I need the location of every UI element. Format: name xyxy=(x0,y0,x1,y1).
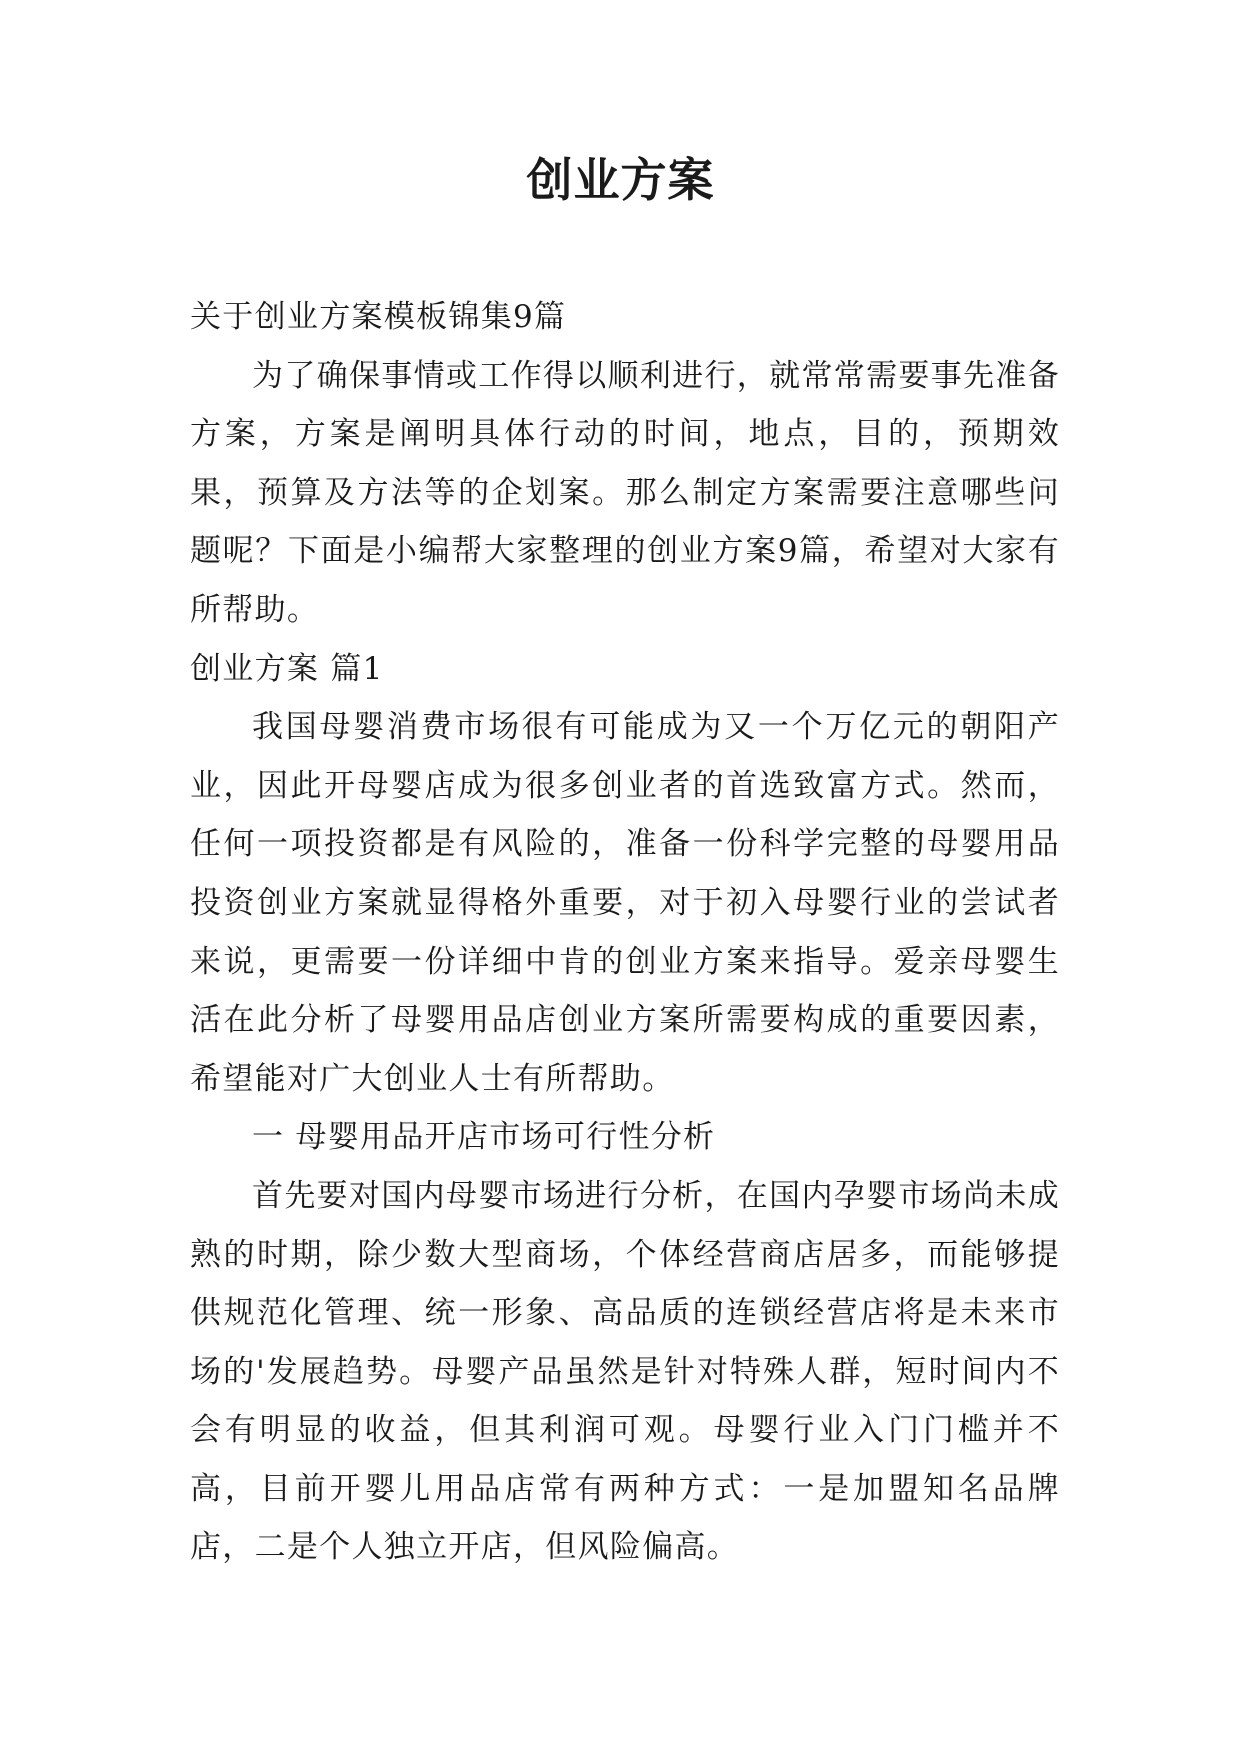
document-subtitle: 关于创业方案模板锦集9篇 xyxy=(190,299,567,335)
body-paragraph-2: 首先要对国内母婴市场进行分析，在国内孕婴市场尚未成熟的时期，除少数大型商场，个体经营商店居多，而能够提供规范化管理、统一形象、高品质的连锁经营店将是未来市场的'发展趋势。母婴产品虽然是针对特殊人群，短时间内不会有明显的收益，但其利润可观。母婴行业入门门槛并不高，目前开婴儿用品店常有两种方式：一是加盟知名品牌店，二是个人独立开店，但风险偏高。 xyxy=(190,1177,1060,1566)
body-paragraph-1: 我国母婴消费市场很有可能成为又一个万亿元的朝阳产业，因此开母婴店成为很多创业者的首选致富方式。然而，任何一项投资都是有风险的，准备一份科学完整的母婴用品投资创业方案就显得格外重要，对于初入母婴行业的尝试者来说，更需要一份详细中肯的创业方案来指导。爱亲母婴生活在此分析了母婴用品店创业方案所需要构成的重要因素，希望能对广大创业人士有所帮助。 xyxy=(190,709,1060,1097)
section-heading: 创业方案 篇1 xyxy=(190,650,384,687)
document-title: 创业方案 xyxy=(526,153,715,207)
document-body xyxy=(190,288,1060,1577)
intro-paragraph: 为了确保事情或工作得以顺利进行，就常常需要事先准备方案，方案是阐明具体行动的时间，地点，目的，预期效果，预算及方法等的企划案。那么制定方案需要注意哪些问题呢？下面是小编帮大家整理的创业方案9篇，希望对大家有所帮助。 xyxy=(190,357,1060,628)
subsection-heading: 一 母婴用品开店市场可行性分析 xyxy=(252,1119,716,1156)
